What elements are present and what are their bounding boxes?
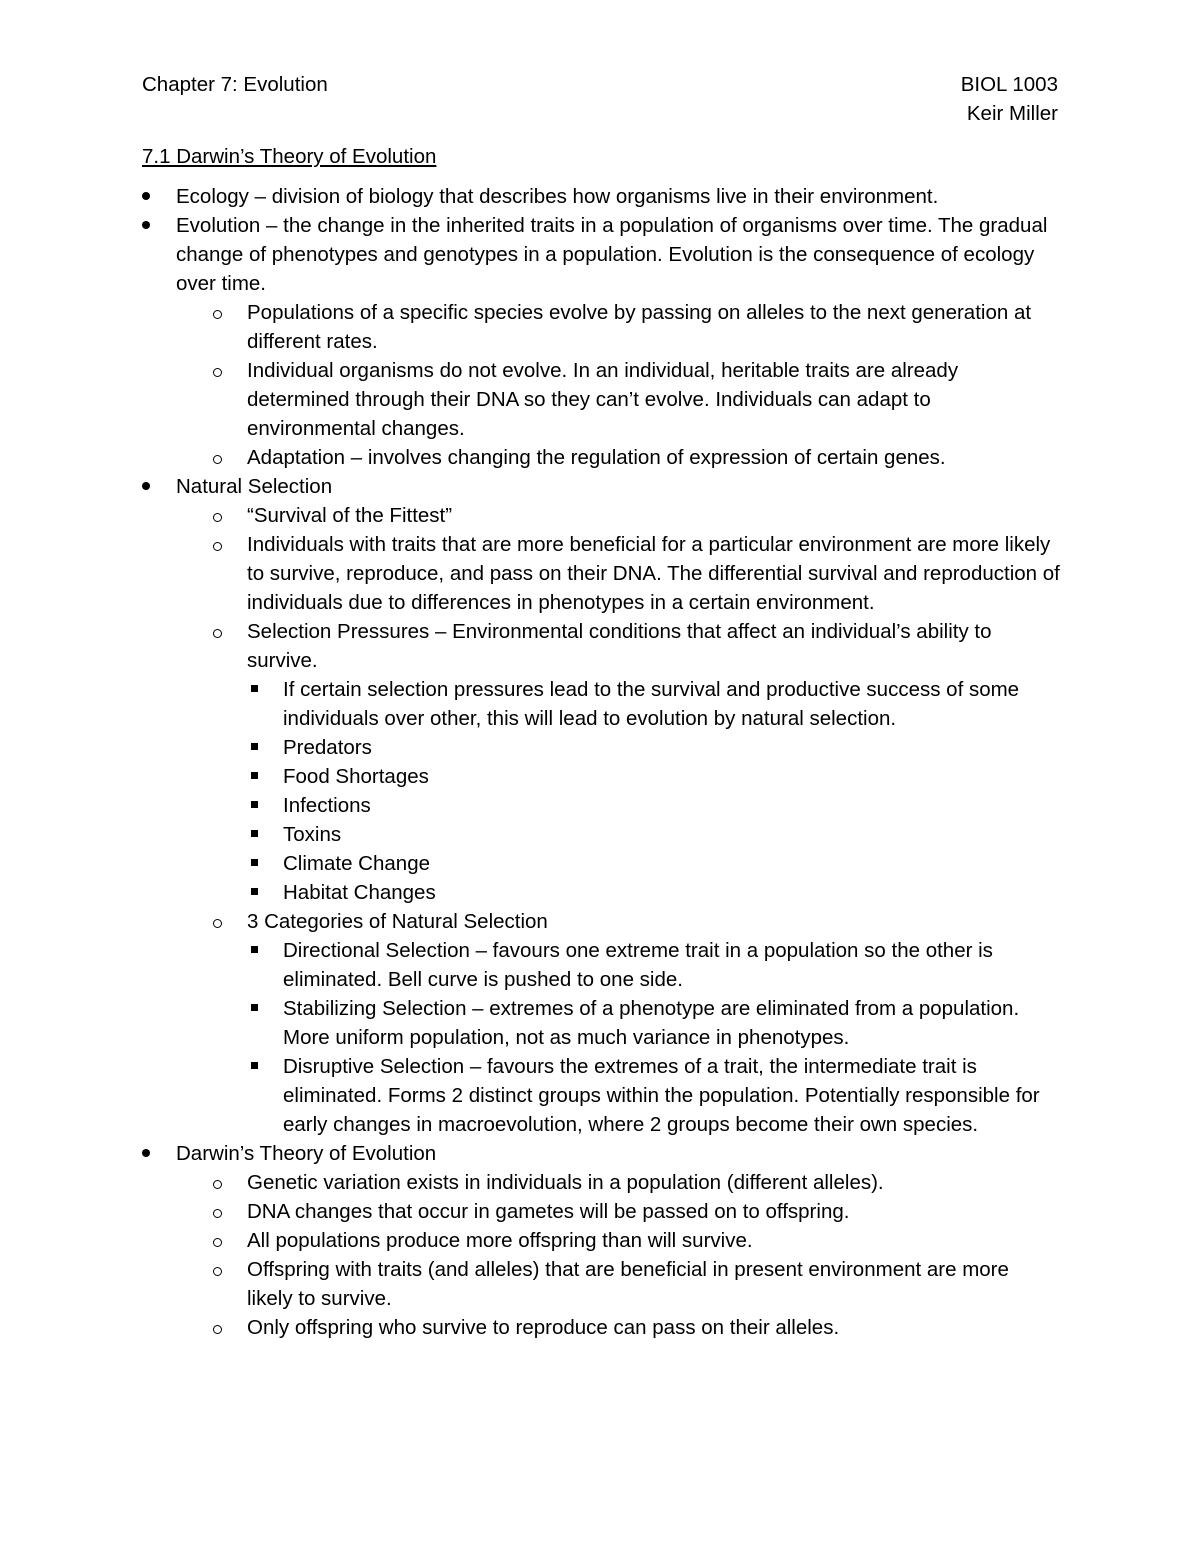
list-item-text: Individuals with traits that are more beneficial for a particular environment are more likely to survive, reproduce, and pass on their DNA. The differential survival and reproduction of individuals due to differences in phenotypes in a certain environment. <box>247 533 1060 614</box>
sub-sub-list-item <box>247 936 1060 994</box>
sub-list <box>213 298 1060 472</box>
sub-sub-list-item <box>247 675 1060 733</box>
list-item-text: “Survival of the Fittest” <box>247 504 453 527</box>
list-item-text: If certain selection pressures lead to the survival and productive success of some individuals over other, this will lead to evolution by natural selection. <box>283 678 1020 730</box>
sub-sub-list <box>247 936 1060 1139</box>
sub-sub-list-item <box>247 994 1060 1052</box>
list-item-text: Predators <box>283 736 372 759</box>
list-item-text: Only offspring who survive to reproduce can pass on their alleles. <box>247 1316 840 1339</box>
chapter-title: Chapter 7: Evolution <box>142 73 328 96</box>
list-item-text: Disruptive Selection – favours the extremes of a trait, the intermediate trait is eliminated. Forms 2 distinct groups within the population. Potentially responsible for early changes in macroevolution, where 2 groups become their own species. <box>283 1055 1040 1136</box>
list-item-text: Offspring with traits (and alleles) that are beneficial in present environment are more likely to survive. <box>247 1258 1009 1310</box>
list-item-text: Adaptation – involves changing the regulation of expression of certain genes. <box>247 446 946 469</box>
list-item-text: Stabilizing Selection – extremes of a phenotype are eliminated from a population. More uniform population, not as much variance in phenotypes. <box>283 997 1020 1049</box>
list-item <box>142 211 1060 472</box>
list-item-text: Habitat Changes <box>283 881 436 904</box>
course-code: BIOL 1003 <box>960 73 1058 96</box>
sub-list-item <box>213 530 1060 617</box>
list-item-text: Food Shortages <box>283 765 429 788</box>
sub-list <box>213 501 1060 1139</box>
sub-list-item <box>213 1226 1060 1255</box>
list-item-text: Individual organisms do not evolve. In an individual, heritable traits are already determined through their DNA so they can’t evolve. Individuals can adapt to environmental changes. <box>247 359 959 440</box>
list-item-text: 3 Categories of Natural Selection <box>247 910 548 933</box>
list-item-text: Darwin’s Theory of Evolution <box>176 1142 437 1165</box>
sub-list-item <box>213 1197 1060 1226</box>
list-item-text: Climate Change <box>283 852 430 875</box>
list-item-text: Directional Selection – favours one extreme trait in a population so the other is eliminated. Bell curve is pushed to one side. <box>283 939 993 991</box>
sub-list-item <box>213 617 1060 907</box>
list-item-text: Natural Selection <box>176 475 333 498</box>
list-item-text: Populations of a specific species evolve by passing on alleles to the next generation at different rates. <box>247 301 1032 353</box>
list-item-text: Evolution – the change in the inherited traits in a population of organisms over time. The gradual change of phenotypes and genotypes in a population. Evolution is the consequence of ecology over time. <box>176 214 1048 295</box>
sub-sub-list-item <box>247 849 1060 878</box>
list-item-text: Selection Pressures – Environmental conditions that affect an individual’s ability to survive. <box>247 620 992 672</box>
sub-list-item <box>213 298 1060 356</box>
sub-list-item <box>213 907 1060 1139</box>
list-item-text: All populations produce more offspring than will survive. <box>247 1229 753 1252</box>
list-item <box>142 182 1060 211</box>
sub-sub-list-item <box>247 791 1060 820</box>
list-item-text: Infections <box>283 794 371 817</box>
sub-list-item <box>213 1313 1060 1342</box>
sub-list-item <box>213 1168 1060 1197</box>
list-item-text: DNA changes that occur in gametes will be passed on to offspring. <box>247 1200 850 1223</box>
list-item-text: Toxins <box>283 823 342 846</box>
course-author-block <box>961 70 1058 128</box>
author-name: Keir Miller <box>966 102 1058 125</box>
list-item <box>142 472 1060 1139</box>
sub-list-item <box>213 443 1060 472</box>
sub-sub-list-item <box>247 1052 1060 1139</box>
sub-sub-list-item <box>247 733 1060 762</box>
sub-sub-list-item <box>247 762 1060 791</box>
sub-list-item <box>213 1255 1060 1313</box>
sub-sub-list-item <box>247 878 1060 907</box>
list-item <box>142 1139 1060 1342</box>
sub-sub-list <box>247 675 1060 907</box>
list-item-text: Genetic variation exists in individuals in a population (different alleles). <box>247 1171 884 1194</box>
sub-sub-list-item <box>247 820 1060 849</box>
list-item-text: Ecology – division of biology that describes how organisms live in their environment. <box>176 185 939 208</box>
notes-list <box>142 182 1060 1342</box>
sub-list <box>213 1168 1060 1342</box>
sub-list-item <box>213 356 1060 443</box>
section-title: 7.1 Darwin’s Theory of Evolution <box>142 145 437 168</box>
sub-list-item <box>213 501 1060 530</box>
